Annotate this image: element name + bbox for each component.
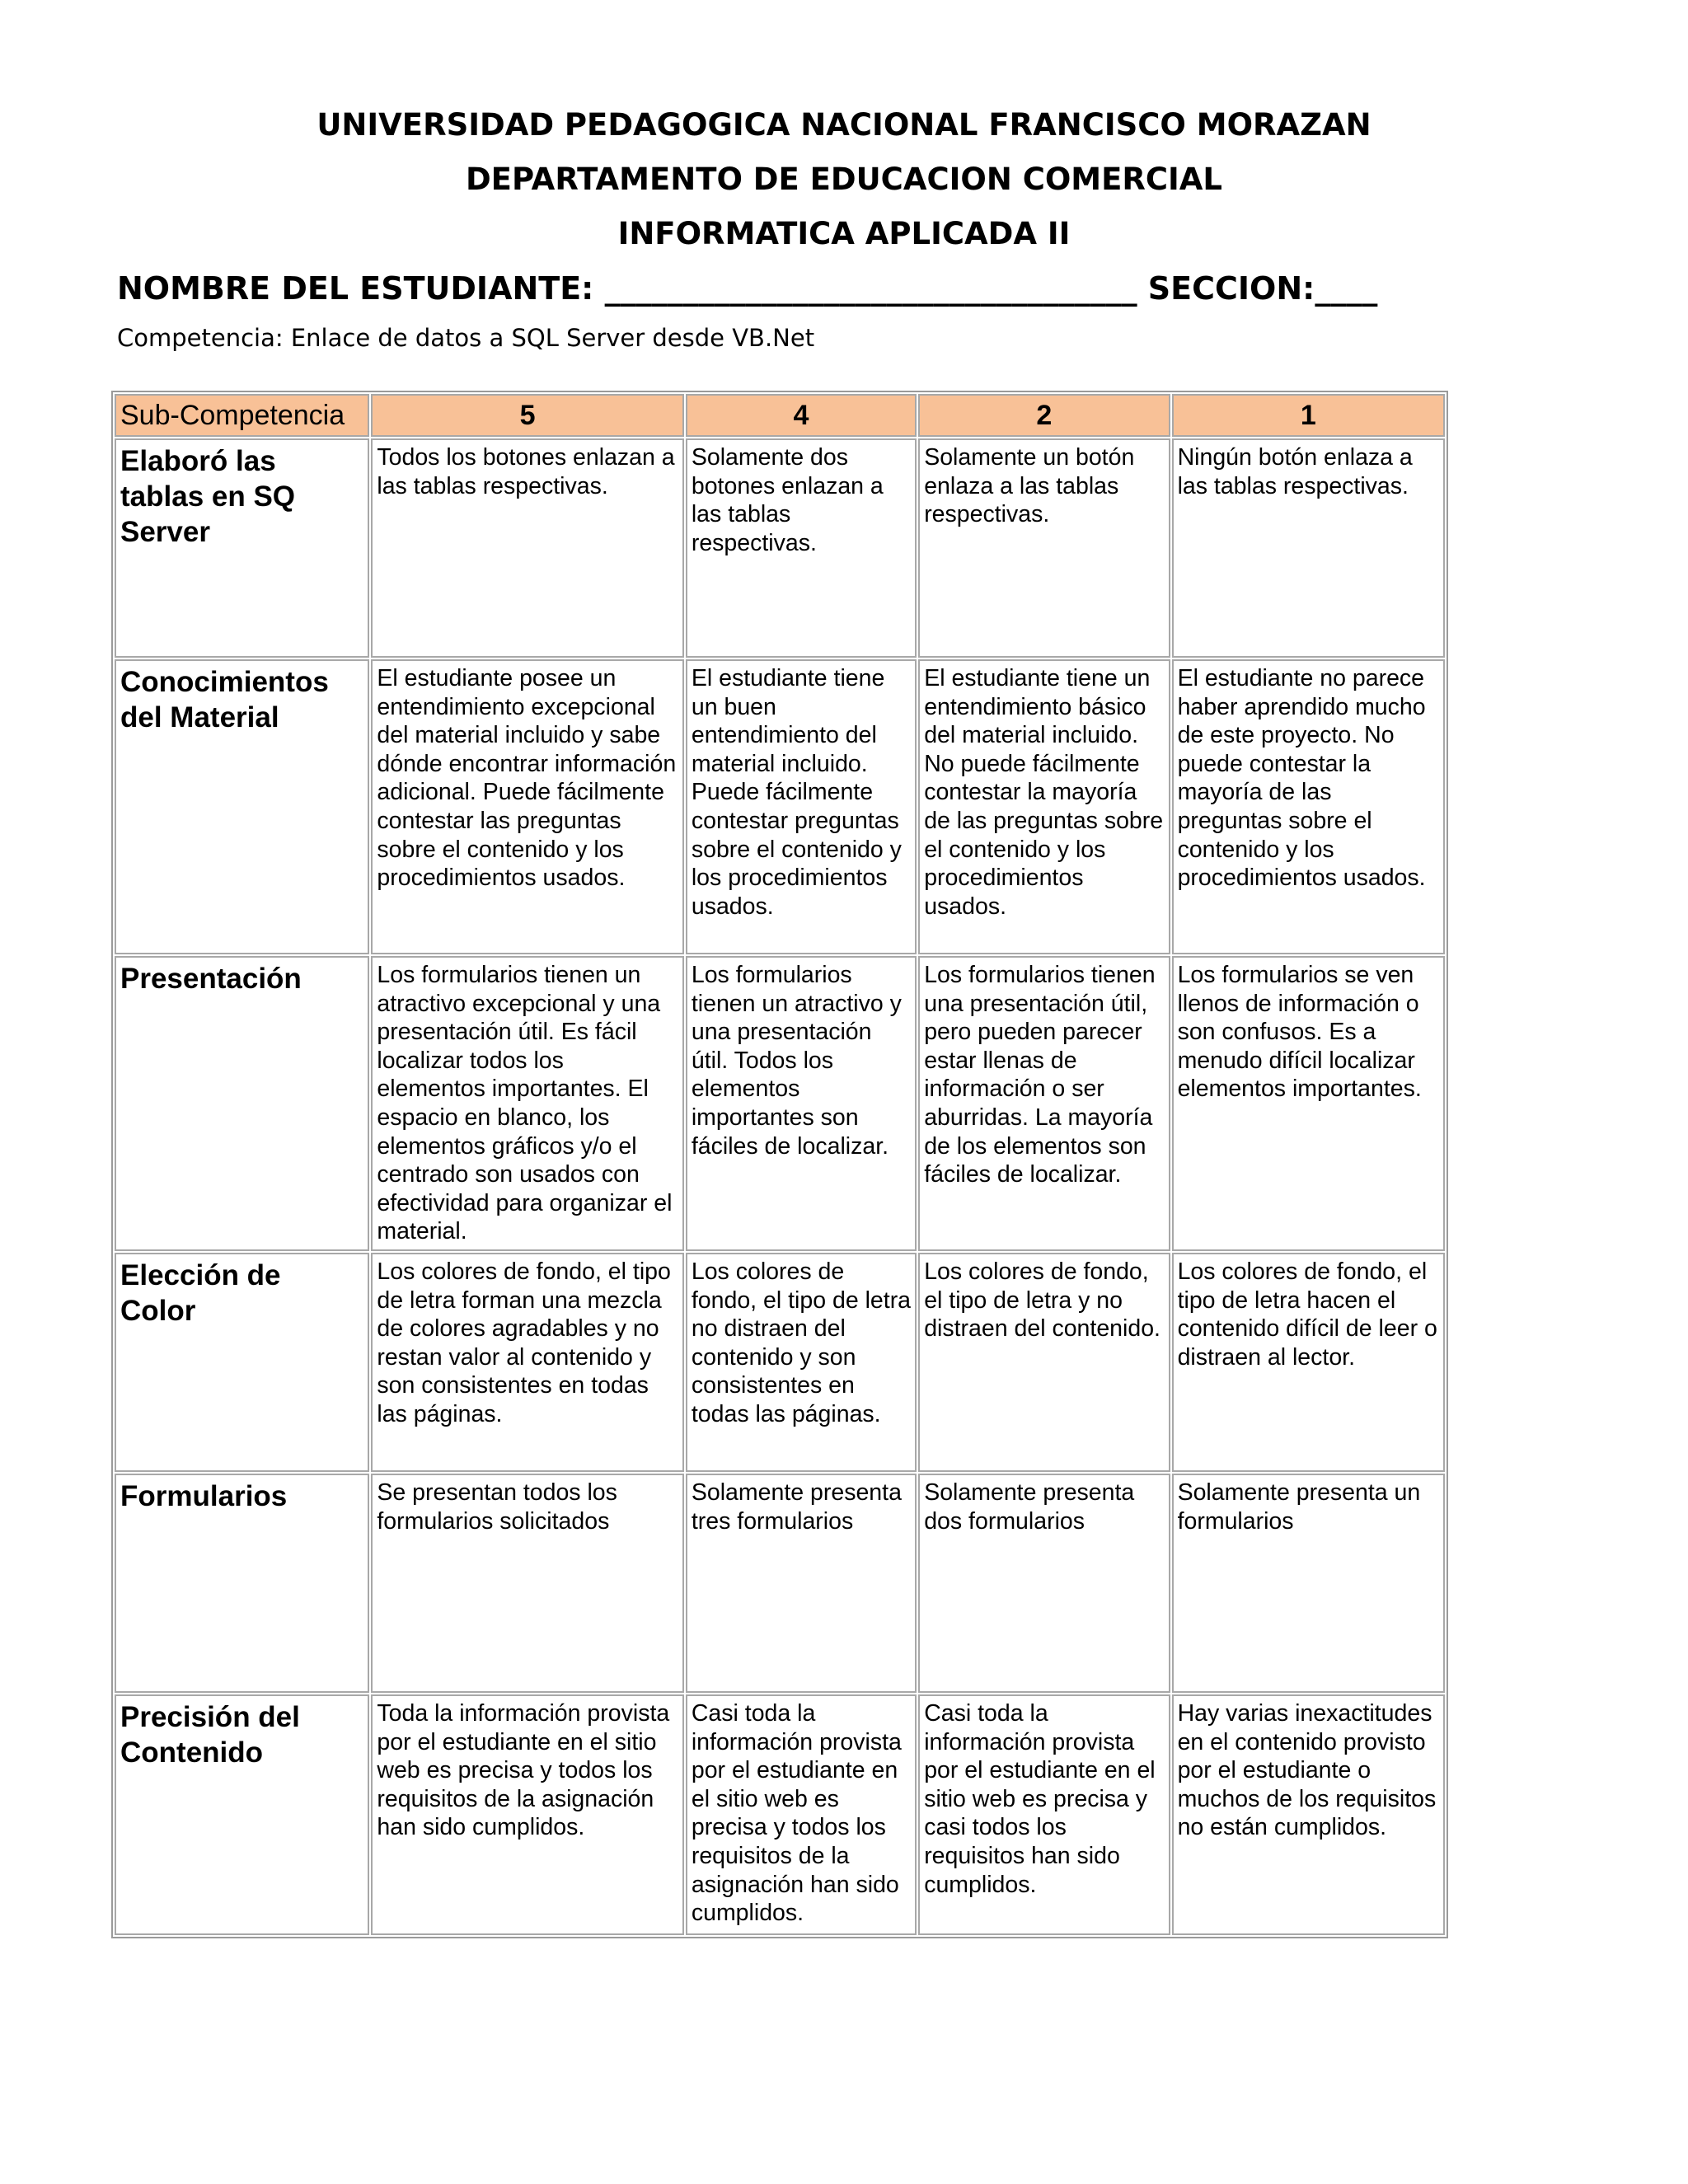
descriptor-cell: Los formularios tienen un atractivo excepcional y una presentación útil. Es fácil localizar todos los elementos importantes. El espacio en blanco, los elementos gráficos y/o el centrado son usados con efectividad para organizar el material. [371, 956, 683, 1251]
criterion-cell: Conocimientos del Material [115, 659, 369, 954]
table-row [115, 438, 1445, 658]
descriptor-cell: Todos los botones enlazan a las tablas respectivas. [371, 438, 683, 658]
descriptor-cell: Toda la información provista por el estudiante en el sitio web es precisa y todos los requisitos de la asignación han sido cumplidos. [371, 1694, 683, 1935]
descriptor-cell: Ningún botón enlaza a las tablas respectivas. [1172, 438, 1445, 658]
department-title: DEPARTAMENTO DE EDUCACION COMERCIAL [465, 162, 1223, 197]
column-header-score-1: 1 [1172, 394, 1445, 437]
column-header-score-4: 4 [686, 394, 917, 437]
table-row [115, 659, 1445, 954]
table-row [115, 1694, 1445, 1935]
university-title: UNIVERSIDAD PEDAGOGICA NACIONAL FRANCISCO MORAZAN [316, 107, 1372, 143]
column-header-score-5: 5 [371, 394, 683, 437]
rubric-header-row [115, 394, 1445, 437]
descriptor-cell: Los colores de fondo, el tipo de letra y no distraen del contenido. [918, 1253, 1170, 1472]
column-header-score-2: 2 [918, 394, 1170, 437]
descriptor-cell: El estudiante tiene un buen entendimiento del material incluido. Puede fácilmente contestar preguntas sobre el contenido y los procedimientos usados. [686, 659, 917, 954]
descriptor-cell: Los formularios se ven llenos de información o son confusos. Es a menudo difícil localizar elementos importantes. [1172, 956, 1445, 1251]
descriptor-cell: Casi toda la información provista por el estudiante en el sitio web es precisa y todos los requisitos de la asignación han sido cumplidos. [686, 1694, 917, 1935]
descriptor-cell: Los colores de fondo, el tipo de letra forman una mezcla de colores agradables y no restan valor al contenido y son consistentes en todas las páginas. [371, 1253, 683, 1472]
criterion-cell: Elección de Color [115, 1253, 369, 1472]
criterion-cell: Formularios [115, 1474, 369, 1693]
student-name-section-line: NOMBRE DEL ESTUDIANTE: __________________________________ SECCION:____ [117, 270, 1378, 307]
criterion-cell: Precisión del Contenido [115, 1694, 369, 1935]
descriptor-cell: Solamente presenta tres formularios [686, 1474, 917, 1693]
rubric-table [111, 391, 1448, 1938]
descriptor-cell: El estudiante tiene un entendimiento básico del material incluido. No puede fácilmente contestar la mayoría de las preguntas sobre el contenido y los procedimientos usados. [918, 659, 1170, 954]
descriptor-cell: Solamente presenta un formularios [1172, 1474, 1445, 1693]
competencia-text: Competencia: Enlace de datos a SQL Server desde VB.Net [117, 324, 815, 352]
descriptor-cell: Los colores de fondo, el tipo de letra hacen el contenido difícil de leer o distraen al lector. [1172, 1253, 1445, 1472]
descriptor-cell: Los formularios tienen una presentación útil, pero pueden parecer estar llenas de información o ser aburridas. La mayoría de los elementos son fáciles de localizar. [918, 956, 1170, 1251]
table-row [115, 1474, 1445, 1693]
descriptor-cell: Hay varias inexactitudes en el contenido provisto por el estudiante o muchos de los requisitos no están cumplidos. [1172, 1694, 1445, 1935]
criterion-cell: Presentación [115, 956, 369, 1251]
column-header-subcompetencia: Sub-Competencia [115, 394, 369, 437]
table-row [115, 956, 1445, 1251]
descriptor-cell: Los colores de fondo, el tipo de letra no distraen del contenido y son consistentes en todas las páginas. [686, 1253, 917, 1472]
descriptor-cell: El estudiante no parece haber aprendido mucho de este proyecto. No puede contestar la mayoría de las preguntas sobre el contenido y los procedimientos usados. [1172, 659, 1445, 954]
table-row [115, 1253, 1445, 1472]
descriptor-cell: Se presentan todos los formularios solicitados [371, 1474, 683, 1693]
descriptor-cell: Los formularios tienen un atractivo y una presentación útil. Todos los elementos importantes son fáciles de localizar. [686, 956, 917, 1251]
descriptor-cell: Solamente un botón enlaza a las tablas respectivas. [918, 438, 1170, 658]
descriptor-cell: Solamente presenta dos formularios [918, 1474, 1170, 1693]
course-title: INFORMATICA APLICADA II [617, 216, 1071, 251]
descriptor-cell: Casi toda la información provista por el estudiante en el sitio web es precisa y casi todos los requisitos han sido cumplidos. [918, 1694, 1170, 1935]
descriptor-cell: El estudiante posee un entendimiento excepcional del material incluido y sabe dónde encontrar información adicional. Puede fácilmente contestar las preguntas sobre el contenido y los procedimientos usados. [371, 659, 683, 954]
descriptor-cell: Solamente dos botones enlazan a las tablas respectivas. [686, 438, 917, 658]
criterion-cell: Elaboró las tablas en SQ Server [115, 438, 369, 658]
